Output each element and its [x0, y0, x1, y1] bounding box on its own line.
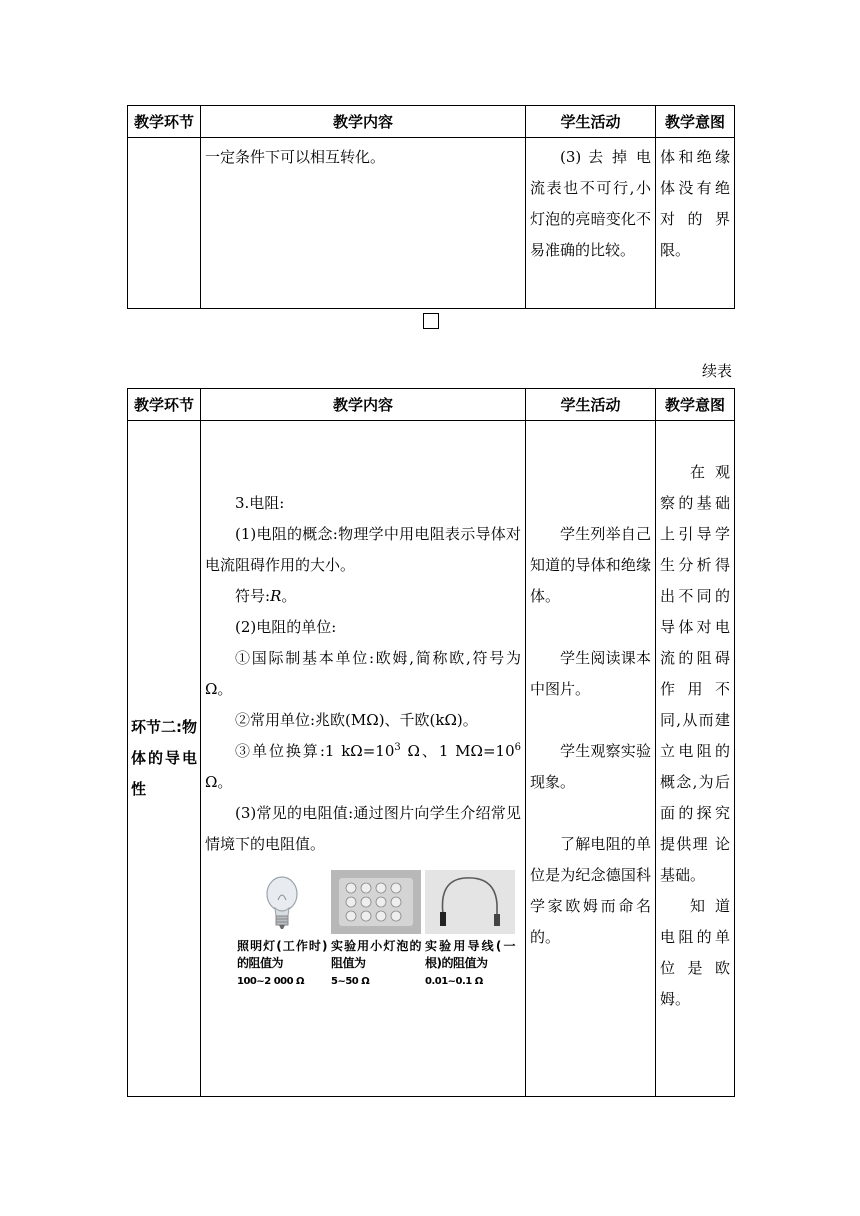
- header-row: [128, 389, 735, 421]
- content-text: 一定条件下可以相互转化。: [205, 148, 386, 166]
- activity-cell: [526, 138, 656, 309]
- figure-light-bulb: [237, 870, 327, 990]
- resistance-conversion: ③单位换算:1 $k\Omega=10^3$ Ω、1 $M\Omega=10^6$ Ω。: [205, 742, 521, 791]
- resistance-symbol: 符号:R。: [235, 587, 297, 605]
- intent-cell: [656, 421, 735, 1097]
- header-stage: 教学环节: [128, 389, 201, 421]
- resistance-unit-title: (2)电阻的单位:: [235, 618, 337, 636]
- resistance-common-values: (3)常见的电阻值:通过图片向学生介绍常见情境下的电阻值。: [205, 804, 521, 853]
- header-intent: 教学意图: [656, 106, 735, 138]
- activity-item: 学生阅读课本中图片。: [530, 649, 651, 698]
- header-stage: 教学环节: [128, 106, 201, 138]
- resistance-title: 3.电阻:: [235, 494, 285, 512]
- light-bulb-caption: 照明灯(工作时)的阻值为 100~2 000 Ω: [237, 939, 327, 987]
- content-cell: [201, 421, 526, 1097]
- header-content: 教学内容: [201, 389, 526, 421]
- intent-cell: [656, 138, 735, 309]
- content-cell: [201, 138, 526, 309]
- continued-label: 续表: [701, 362, 732, 380]
- table-row: [128, 421, 735, 1097]
- activity-item: 了解电阻的单位是为纪念德国科学家欧姆而命名的。: [530, 835, 651, 946]
- intent-item: 在观察的基础上引导学生分析得出不同的导体对电流的阻碍作 用 不同,从而建立电阻的概念,为后面的探究提供理 论 基础。: [660, 463, 730, 884]
- resistance-concept: (1)电阻的概念:物理学中用电阻表示导体对电流阻碍作用的大小。: [205, 525, 521, 574]
- checkbox-square: [423, 313, 439, 329]
- intent-item: 知道电阻的单位 是 欧姆。: [660, 897, 730, 1008]
- activity-text: (3) 去 掉 电流表也不可行,小灯泡的亮暗变化不易准确的比较。: [530, 148, 651, 259]
- activity-item: 学生列举自己知道的导体和绝缘体。: [530, 525, 651, 605]
- small-bulbs-tray-icon: [331, 870, 421, 934]
- resistance-figures: [205, 870, 521, 990]
- small-bulbs-caption: 实验用小灯泡的阻值为 5~50 Ω: [331, 939, 421, 987]
- lesson-table-1: [127, 105, 735, 309]
- light-bulb-icon: [237, 870, 327, 934]
- figure-small-bulbs: [331, 870, 421, 990]
- table-row: [128, 138, 735, 309]
- intent-text: 体和绝缘体没有绝对 的 界限。: [660, 148, 730, 259]
- resistance-si-unit: ①国际制基本单位:欧姆,简称欧,符号为 Ω。: [205, 649, 521, 698]
- header-content: 教学内容: [201, 106, 526, 138]
- wire-caption: 实验用导线(一根)的阻值为 0.01~0.1 Ω: [425, 939, 515, 987]
- lesson-table-2: [127, 388, 735, 1097]
- header-intent: 教学意图: [656, 389, 735, 421]
- wire-icon: [425, 870, 515, 934]
- stage-cell: [128, 138, 201, 309]
- activity-item: 学生观察实验现象。: [530, 742, 651, 791]
- activity-cell: [526, 421, 656, 1097]
- figure-wire: [425, 870, 515, 990]
- header-activity: 学生活动: [526, 389, 656, 421]
- stage-cell: [128, 421, 201, 1097]
- header-activity: 学生活动: [526, 106, 656, 138]
- stage-label: 环节二:物体的导电性: [131, 718, 197, 798]
- resistance-common-units: ②常用单位:兆欧(MΩ)、千欧(kΩ)。: [235, 711, 478, 729]
- header-row: [128, 106, 735, 138]
